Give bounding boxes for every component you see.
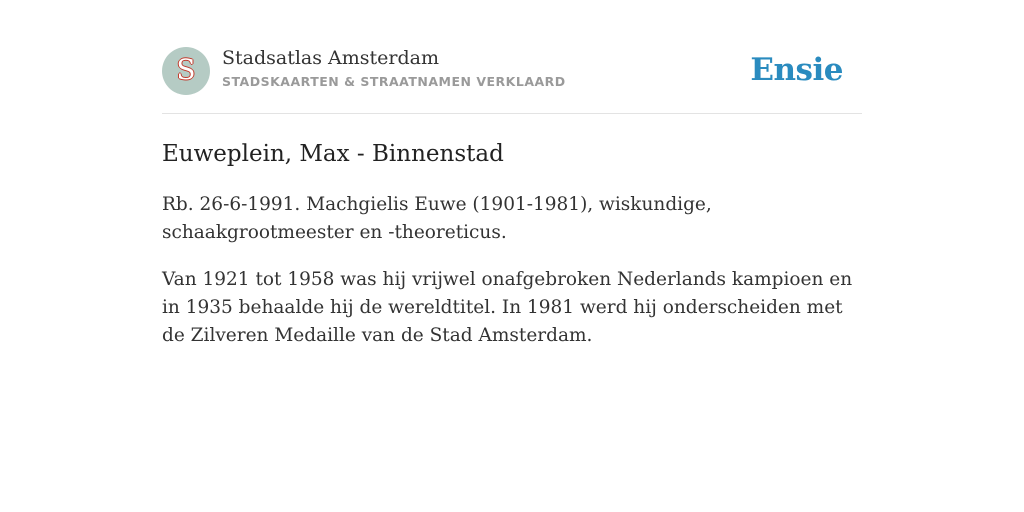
ensie-logo[interactable]: Ensie	[750, 52, 843, 88]
avatar-letter: S	[176, 53, 196, 86]
header	[162, 46, 862, 96]
page	[162, 0, 862, 350]
entry-paragraph: Rb. 26-6-1991. Machgielis Euwe (1901-1981), wiskundige, schaakgrootmeester en -theoreticus.	[162, 194, 712, 243]
site-subtitle: STADSKAARTEN & STRAATNAMEN VERKLAARD	[222, 74, 566, 89]
divider	[162, 113, 862, 114]
site-title[interactable]: Stadsatlas Amsterdam	[222, 47, 440, 69]
entry-paragraph: Van 1921 tot 1958 was hij vrijwel onafgebroken Nederlands kampioen en in 1935 behaalde hij de wereldtitel. In 1981 werd hij onderscheiden met de Zilveren Medaille van de Stad Amsterdam.	[162, 269, 853, 346]
avatar[interactable]	[162, 47, 210, 95]
page-title: Euweplein, Max - Binnenstad	[162, 141, 504, 167]
brand	[222, 46, 566, 90]
